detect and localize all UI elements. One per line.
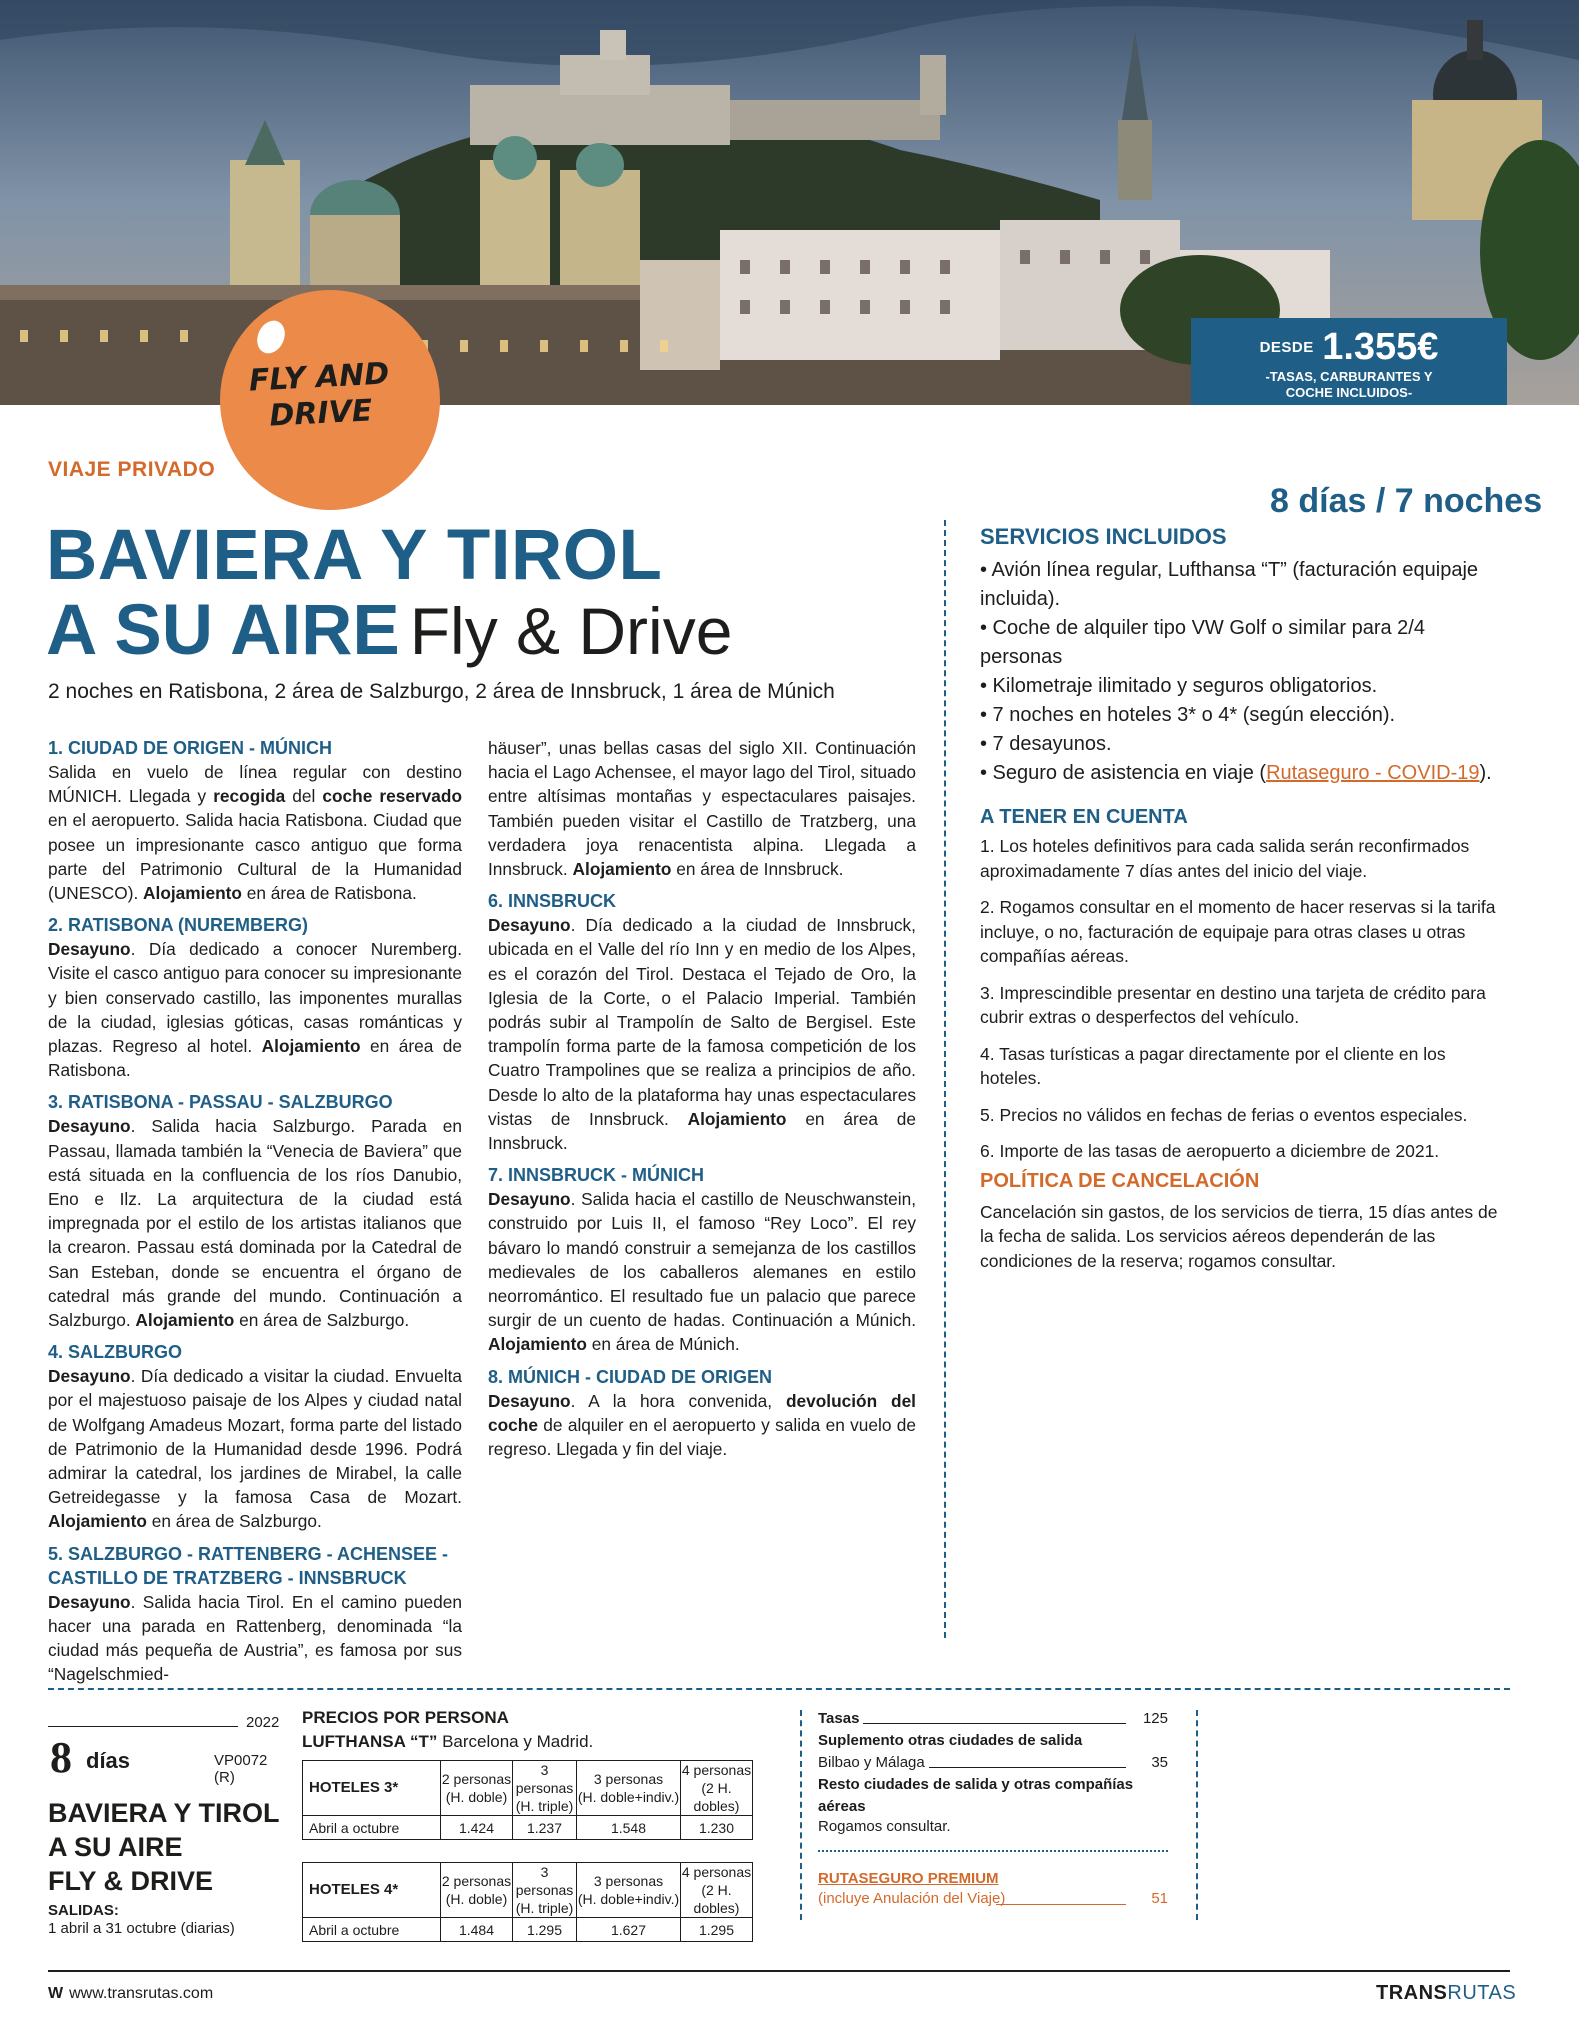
column-divider <box>944 520 946 1638</box>
service-item-insurance <box>980 759 1510 788</box>
trip-type-label: VIAJE PRIVADO <box>48 458 216 481</box>
insurance-premium-row <box>818 1868 1168 1890</box>
services-list <box>980 556 1510 788</box>
table-row <box>303 1816 753 1840</box>
insurance-suffix: ). <box>1479 762 1492 784</box>
bilbao-label: Bilbao y Málaga <box>818 1752 929 1774</box>
table-header-row <box>303 1761 753 1816</box>
day-text: Desayuno. Salida hacia Salzburgo. Parada en Passau, llamada también la “Venecia de Baviera” que está situada en la confluencia de los ríos Danubio, Eno e Ilz. La arquitectura de la ciudad está impregnada por el estilo de los artistas italianos que la crearon. Passau está dominada por la Catedral de San Esteban, donde se encuentra el órgano de catedral más grande del mundo. Continuación a Salzburgo. Alojamiento en área de Salzburgo. <box>48 1116 462 1331</box>
col-header: 3 personas (H. triple) <box>513 1761 577 1816</box>
itinerary-day <box>48 736 462 905</box>
col-header: 4 personas (2 H. dobles) <box>681 1864 752 1916</box>
day-title: 4. SALZBURGO <box>48 1342 183 1363</box>
other-cities-title: Resto ciudades de salida y otras compañías aéreas <box>818 1776 1134 1815</box>
page-title-line2-main: A SU AIRE <box>46 591 400 670</box>
service-item: • 7 desayunos. <box>980 733 1112 755</box>
info-column <box>980 522 1510 1273</box>
other-cities-text: Rogamos consultar. <box>818 1818 951 1835</box>
section-divider <box>48 1688 1510 1690</box>
cancellation-text: Cancelación sin gastos, de los servicios de tierra, 15 días antes de la fecha de salida. Los servicios aéreos dependerán de las condiciones de la reserva; rogamos consultar. <box>980 1201 1498 1271</box>
day-text: Desayuno. Salida hacia el castillo de Neuschwanstein, construido por Luis II, el famoso “Rey Loco”. El rey bávaro lo mandó construir a semejanza de los castillos medievales de los caballeros alemanes en estilo neorromántico. El resultado fue un palacio que parece surgir de un cuento de hadas. Continuación a Múnich. Alojamiento en área de Múnich. <box>488 1189 916 1355</box>
price-amount: 1.355€ <box>1322 326 1439 368</box>
price-table-3-star <box>302 1760 753 1840</box>
day-text-continued: häuser”, unas bellas casas del siglo XII. Continuación hacia el Lago Achensee, el mayor lago del Tirol, situado entre altísimas montañas y espectaculares paisajes. También pueden visitar el Castillo de Tratzberg, una verdadera joya renacentista alpina. Llegada a Innsbruck. Alojamiento en área de Innsbruck. <box>488 738 916 880</box>
footer-website <box>48 1985 213 2003</box>
service-item: • Coche de alquiler tipo VW Golf o similar para 2/4 personas <box>980 617 1425 668</box>
itinerary-day <box>488 1163 916 1356</box>
itinerary-day-continued <box>488 736 916 881</box>
logo-part-2: RUTAS <box>1447 1982 1517 2004</box>
table-header-row <box>303 1863 753 1918</box>
trip-duration: 8 días / 7 noches <box>1270 482 1543 520</box>
itinerary-day <box>48 1340 462 1533</box>
bilbao-row <box>818 1752 1168 1774</box>
trip-code: VP0072 (R) <box>214 1752 268 1786</box>
day-title: 6. INNSBRUCK <box>488 891 617 912</box>
itinerary-summary: 2 noches en Ratisbona, 2 área de Salzburgo, 2 área de Innsbruck, 1 área de Múnich <box>48 680 835 703</box>
price-cell: 1.548 <box>577 1816 681 1840</box>
insurance-premium-note: (incluye Anulación del Viaje) <box>818 1890 1006 1907</box>
note-item: 5. Precios no válidos en fechas de ferias o eventos especiales. <box>980 1104 1468 1125</box>
insurance-link[interactable]: Rutaseguro - COVID-19 <box>1266 762 1480 784</box>
trip-name <box>48 1796 280 1898</box>
col-header: 2 personas (H. doble) <box>441 1863 513 1918</box>
badge-dot-icon <box>252 316 290 358</box>
day-text: Desayuno. A la hora convenida, devolución del coche de alquiler en el aeropuerto y salida en vuelo de regreso. Llegada y fin del viaje. <box>488 1390 916 1460</box>
website-link[interactable]: www.transrutas.com <box>69 1985 214 2002</box>
services-title: SERVICIOS INCLUIDOS <box>980 524 1227 549</box>
price-cell: 1.230 <box>681 1816 753 1840</box>
logo-part-1: TRANS <box>1376 1982 1448 2004</box>
notes-title: A TENER EN CUENTA <box>980 806 1188 828</box>
col-header: 4 personas (2 H. dobles) <box>681 1762 752 1814</box>
bottom-divider-right <box>1196 1710 1198 1920</box>
footer-rule <box>48 1970 1510 1972</box>
airline-line <box>302 1730 782 1754</box>
departures-value: 1 abril a 31 octubre (diarias) <box>48 1920 235 1937</box>
itinerary-column-1 <box>48 736 462 1695</box>
day-title: 2. RATISBONA (NUREMBERG) <box>48 915 308 936</box>
badge-text: FLY AND DRIVE <box>248 356 391 434</box>
brand-logo <box>1376 1982 1516 2005</box>
taxes-label: Tasas <box>818 1708 863 1730</box>
itinerary-column-2 <box>488 736 916 1469</box>
price-cell: 1.627 <box>577 1918 681 1942</box>
note-item: 1. Los hoteles definitivos para cada salida serán reconfirmados aproximadamente 7 días antes del inicio del viaje. <box>980 836 1470 881</box>
col-header: 3 personas (H. triple) <box>513 1863 577 1918</box>
taxes-row <box>818 1708 1168 1730</box>
page-title-line1: BAVIERA Y TIROL <box>46 516 663 595</box>
itinerary-day <box>488 889 916 1155</box>
dotted-divider <box>818 1850 1168 1852</box>
catalog-year: 2022 <box>246 1714 280 1731</box>
leader-line <box>858 1723 1126 1724</box>
departures-label: SALIDAS: <box>48 1902 119 1919</box>
page-title-line2 <box>46 590 732 671</box>
notes-list <box>980 834 1510 1164</box>
price-note: -TASAS, CARBURANTES Y COCHE INCLUIDOS- <box>1265 369 1433 400</box>
day-title: 7. INNSBRUCK - MÚNICH <box>488 1165 704 1186</box>
year-rule <box>48 1726 238 1727</box>
bilbao-value: 35 <box>1151 1754 1168 1771</box>
fly-and-drive-badge <box>220 290 440 510</box>
service-item: • Avión línea regular, Lufthansa “T” (facturación equipaje incluida). <box>980 559 1479 610</box>
day-text: Desayuno. Día dedicado a la ciudad de Innsbruck, ubicada en el Valle del río Inn y en medio de los Alpes, es el corazón del Tirol. Destaca el Tejado de Oro, la Iglesia de la Corte, o el Palacio Imperial. También podrás subir al Trampolín de Salto de Bergisel. Este trampolín forma parte de la famosa competición de los Cuatro Trampolines que se realiza a principios de año. Desde lo alto de la plataforma hay unas espectaculares vistas de Innsbruck. Alojamiento en área de Innsbruck. <box>488 915 916 1154</box>
price-prefix: DESDE <box>1259 339 1314 356</box>
day-text: Salida en vuelo de línea regular con destino MÚNICH. Llegada y recogida del coche reservado en el aeropuerto. Salida hacia Ratisbona. Ciudad que posee un impresionante casco antiguo que forma parte del Patrimonio Cultural de la Humanidad (UNESCO). Alojamiento en área de Ratisbona. <box>48 762 462 904</box>
season-cell: Abril a octubre <box>303 1918 441 1942</box>
service-item: • 7 noches en hoteles 3* o 4* (según elección). <box>980 704 1396 726</box>
taxes-value: 125 <box>1142 1710 1168 1727</box>
prices-block <box>302 1706 782 1942</box>
price-cell: 1.295 <box>513 1918 577 1942</box>
trip-name-line: FLY & DRIVE <box>48 1866 214 1896</box>
leader-line <box>996 1904 1126 1905</box>
prices-title: PRECIOS POR PERSONA <box>302 1708 509 1727</box>
itinerary-day <box>488 1365 916 1462</box>
price-cell: 1.237 <box>513 1816 577 1840</box>
day-title: 1. CIUDAD DE ORIGEN - MÚNICH <box>48 738 333 758</box>
airline-name: LUFTHANSA “T” <box>302 1732 438 1751</box>
airline-cities: Barcelona y Madrid. <box>437 1732 594 1751</box>
insurance-prefix: • Seguro de asistencia en viaje ( <box>980 762 1267 784</box>
day-text: Desayuno. Día dedicado a visitar la ciudad. Envuelta por el majestuoso paisaje de los Alpes y ciudad natal de Wolfgang Amadeus Mozart, forma parte del listado de Patrimonio de la Humanidad desde 1996. Podrá admirar la catedral, los jardines de Mirabel, la calle Getreidegasse y la famosa Casa de Mozart. Alojamiento en área de Salzburgo. <box>48 1366 462 1532</box>
col-header: 2 personas (H. doble) <box>441 1761 513 1816</box>
day-title: 3. RATISBONA - PASSAU - SALZBURGO <box>48 1092 393 1113</box>
bottom-divider-left <box>800 1710 802 1920</box>
price-from-box <box>1191 318 1507 405</box>
trip-name-line: BAVIERA Y TIROL <box>48 1798 280 1828</box>
itinerary-day <box>48 1090 462 1332</box>
hotel-category: HOTELES 4* <box>303 1863 441 1918</box>
page-title-sub: Fly & Drive <box>409 594 733 668</box>
service-item: • Kilometraje ilimitado y seguros obligatorios. <box>980 675 1378 697</box>
itinerary-day <box>48 1542 462 1687</box>
insurance-premium-sub <box>818 1890 1168 1908</box>
note-item: 4. Tasas turísticas a pagar directamente por el cliente en los hoteles. <box>980 1043 1446 1088</box>
day-text: Desayuno. Salida hacia Tirol. En el camino pueden hacer una parada en Rattenberg, denominada “la ciudad más pequeña de Austria”, es famosa por sus “Nagelschmied- <box>48 1591 462 1685</box>
insurance-premium-label[interactable]: RUTASEGURO PREMIUM <box>818 1868 1003 1890</box>
days-number: 8 <box>50 1733 72 1782</box>
day-title: 5. SALZBURGO - RATTENBERG - ACHENSEE - CASTILLO DE TRATZBERG - INNSBRUCK <box>48 1543 449 1588</box>
price-cell: 1.424 <box>441 1816 513 1840</box>
note-item: 6. Importe de las tasas de aeropuerto a diciembre de 2021. <box>980 1141 1440 1161</box>
hotel-category: HOTELES 3* <box>303 1761 441 1816</box>
web-icon: W <box>48 1985 64 2002</box>
table-row <box>303 1918 753 1942</box>
col-header: 3 personas (H. doble+indiv.) <box>577 1863 681 1918</box>
cancellation-title: POLÍTICA DE CANCELACIÓN <box>980 1169 1260 1192</box>
note-item: 3. Imprescindible presentar en destino una tarjeta de crédito para cubrir extras o desperfectos del vehículo. <box>980 982 1486 1027</box>
days-label: días <box>86 1748 131 1773</box>
price-table-4-star <box>302 1862 753 1942</box>
insurance-premium-value: 51 <box>1151 1890 1168 1907</box>
col-header: 3 personas (H. doble+indiv.) <box>577 1761 681 1816</box>
day-text: Desayuno. Día dedicado a conocer Nuremberg. Visite el casco antiguo para conocer su impresionante y bien conservado castillo, las imponentes murallas de la ciudad, iglesias góticas, casas románticas y plazas. Regreso al hotel. Alojamiento en área de Ratisbona. <box>48 939 463 1081</box>
season-cell: Abril a octubre <box>303 1816 441 1840</box>
price-cell: 1.484 <box>441 1918 513 1942</box>
price-cell: 1.295 <box>681 1918 753 1942</box>
extras-block <box>818 1708 1168 1908</box>
trip-name-line: A SU AIRE <box>48 1832 183 1862</box>
note-item: 2. Rogamos consultar en el momento de hacer reservas si la tarifa incluye, o no, facturación de equipaje para otras clases u otras compañías aéreas. <box>980 897 1496 966</box>
itinerary-day <box>48 913 462 1082</box>
leader-line <box>928 1767 1126 1768</box>
day-title: 8. MÚNICH - CIUDAD DE ORIGEN <box>488 1366 773 1387</box>
supplement-title: Suplemento otras ciudades de salida <box>818 1732 1083 1749</box>
